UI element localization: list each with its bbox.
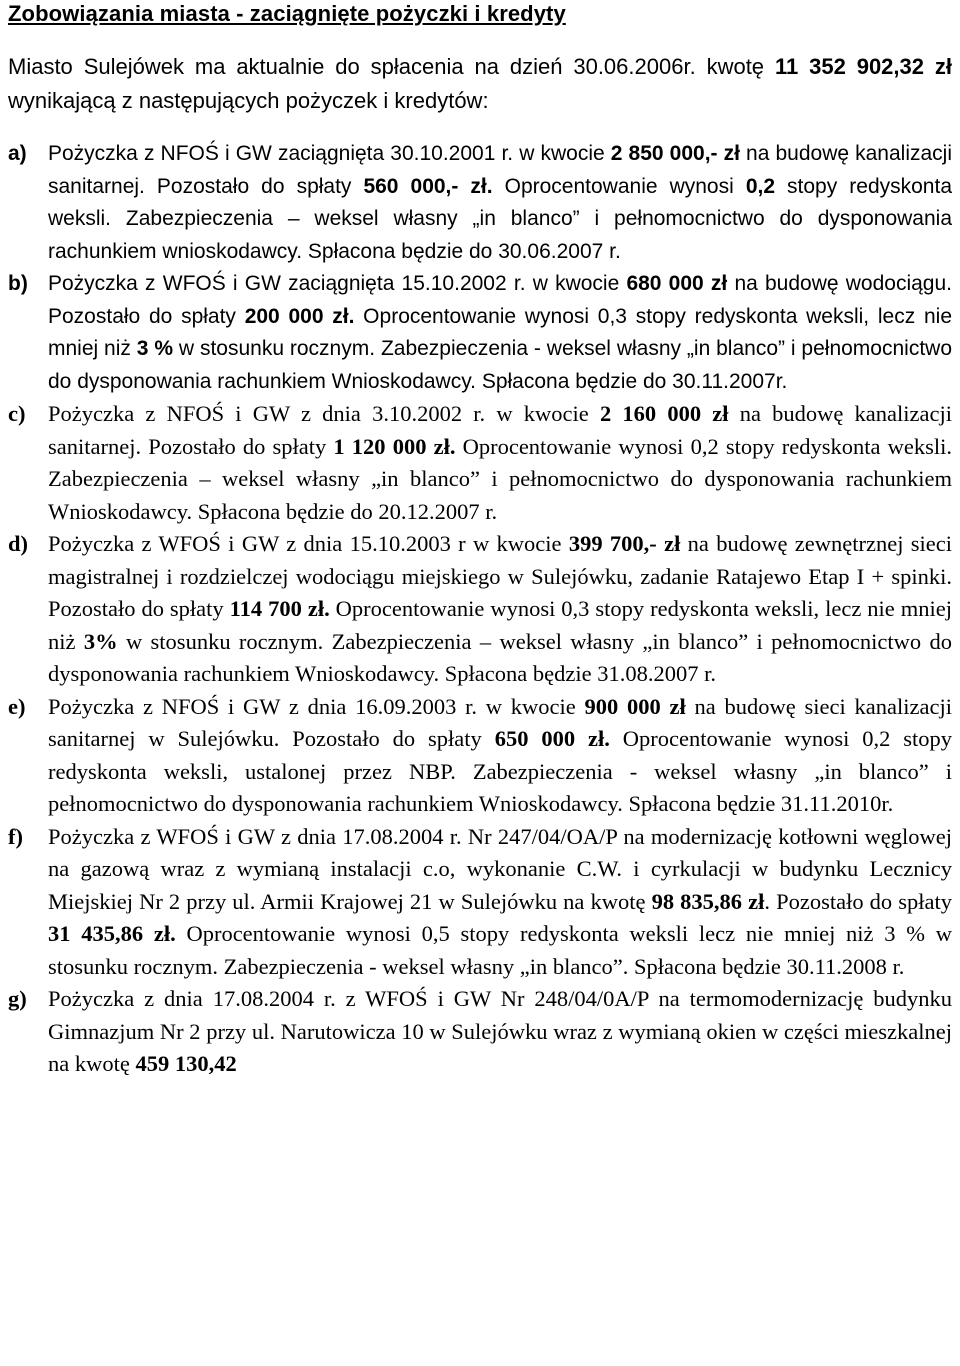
loan-text: stopy redyskonta weksli. Zabezpieczenia – weksel własny „in blanco” i pełnomocnictwo do dysponowania rachunkiem wnioskodawcy. Spłacona będzie do 30.06.2007 r. [48,174,952,263]
loan-text: Oprocentowanie wynosi 0,5 stopy redyskonta weksli lecz nie mniej niż 3 % w stosunku rocznym. Zabezpieczenia - weksel własny „in blanco”. Spłacona będzie 30.11.2008 r. [48,921,952,979]
loan-amount: 560 000,- zł. [363,174,493,198]
loan-text: Oprocentowanie wynosi 0,3 stopy redyskonta weksli, lecz nie mniej niż [48,304,953,360]
loan-text: Oprocentowanie wynosi 0,2 stopy redyskonta weksli, ustalonej przez NBP. Zabezpieczenia - weksel własny „in blanco” i pełnomocnictwo do dysponowania rachunkiem Wnioskodawcy. Spłacona będzie 31.11.2010r. [48,726,952,816]
loan-item-f [8,821,952,984]
loan-amount: 2 850 000,- zł [610,142,740,165]
loan-amount: 1 120 000 zł. [333,433,456,459]
loan-amount: 459 130,42 [135,1051,237,1076]
loan-description [48,268,952,398]
loan-amount: 200 000 zł. [244,304,355,328]
loan-text: na budowę zewnętrznej sieci magistralnej i rozdzielczej wodociągu miejskiego w Sulejówku, zadanie Ratajewo Etap I + spinki. Pozostało do spłaty [48,531,952,621]
loan-text: Pożyczka z NFOŚ i GW z dnia 3.10.2002 r. w kwocie [48,401,600,426]
loan-description [48,528,952,691]
loan-text: Oprocentowanie wynosi 0,2 stopy redyskonta weksli. Zabezpieczenia – weksel własny „in blanco” i pełnomocnictwo do dysponowania rachunkiem Wnioskodawcy. Spłacona będzie do 20.12.2007 r. [48,433,952,524]
loan-text: Pożyczka z WFOŚ i GW z dnia 17.08.2004 r. Nr 247/04/OA/P na modernizację kotłowni węglowej na gazową wraz z wymianą instalacji c.o, wykonanie C.W. i cyrkulacji w budynku Lecznicy Miejskiej Nr 2 przy ul. Armii Krajowej 21 w Sulejówku na kwotę [48,823,952,914]
loan-item-e [8,691,952,821]
loan-letter: d) [8,531,29,556]
loan-list [8,138,952,1081]
loan-amount: 900 000 zł [584,693,686,719]
loan-text: Pożyczka z dnia 17.08.2004 r. z WFOŚ i GW Nr 248/04/0A/P na termomodernizację budynku Gimnazjum Nr 2 przy ul. Narutowicza 10 w Sulejówku wraz z wymianą okien w części mieszkalnej na kwotę [48,986,952,1076]
loan-text: Pożyczka z WFOŚ i GW z dnia 15.10.2003 r w kwocie [48,531,569,556]
loan-text: Pożyczka z WFOŚ i GW zaciągnięta 15.10.2002 r. w kwocie [48,272,627,295]
loan-amount: 31 435,86 zł. [48,921,176,946]
loan-item-c [8,398,952,528]
loan-description [48,691,952,821]
loan-amount: 98 835,86 zł [651,888,765,914]
loan-letter: c) [8,401,26,426]
loan-item-a [8,138,952,268]
loan-amount: 2 160 000 zł [599,401,729,426]
loan-letter: g) [8,986,27,1011]
intro-paragraph [8,50,952,118]
loan-text: na budowę kanalizacji sanitarnej. Pozostało do spłaty [48,142,953,198]
loan-letter: b) [8,272,28,295]
loan-text: Oprocentowanie wynosi [492,174,746,198]
intro-text: Miasto Sulejówek ma aktualnie do spłacenia na dzień 30.06.2006r. kwotę [8,54,775,79]
loan-text: w stosunku rocznym. Zabezpieczenia – weksel własny „in blanco” i pełnomocnictwo do dysponowania rachunkiem Wnioskodawcy. Spłacona będzie 31.08.2007 r. [48,628,952,686]
loan-text: w stosunku rocznym. Zabezpieczenia - weksel własny „in blanco” i pełnomocnictwo do dysponowania rachunkiem Wnioskodawcy. Spłacona będzie do 30.11.2007r. [48,337,953,393]
loan-text: . Pozostało do spłaty [764,888,952,914]
loan-item-d [8,528,952,691]
intro-text-end: wynikającą z następujących pożyczek i kredytów: [8,88,489,113]
loan-text: Pożyczka z NFOŚ i GW zaciągnięta 30.10.2001 r. w kwocie [48,142,611,165]
loan-description [48,983,952,1081]
loan-item-g [8,983,952,1081]
loan-text: Pożyczka z NFOŚ i GW z dnia 16.09.2003 r. w kwocie [48,693,585,719]
loan-amount: 3% [83,628,118,654]
loan-amount: 680 000 zł [626,272,728,295]
loan-amount: 3 % [136,337,174,360]
loan-description [48,821,952,984]
loan-letter: a) [8,142,27,165]
loan-text: na budowę sieci kanalizacji sanitarnej w Sulejówku. Pozostało do spłaty [48,693,952,751]
loan-letter: f) [8,823,23,849]
loan-text: Oprocentowanie wynosi 0,3 stopy redyskonta weksli, lecz nie mniej niż [48,596,953,654]
loan-amount: 114 700 zł. [229,596,330,621]
loan-text: na budowę wodociągu. Pozostało do spłaty [48,272,952,328]
loan-description [48,138,952,268]
loan-item-b [8,268,952,398]
loan-text: na budowę kanalizacji sanitarnej. Pozostało do spłaty [48,401,952,459]
intro-amount: 11 352 902,32 zł [774,54,953,79]
document-title: Zobowiązania miasta - zaciągnięte pożyczki i kredyty [8,1,566,26]
loan-letter: e) [8,693,26,719]
loan-description [48,398,952,528]
loan-amount: 399 700,- zł [568,531,681,556]
loan-amount: 650 000 zł. [494,726,610,751]
loan-amount: 0,2 [745,174,776,198]
